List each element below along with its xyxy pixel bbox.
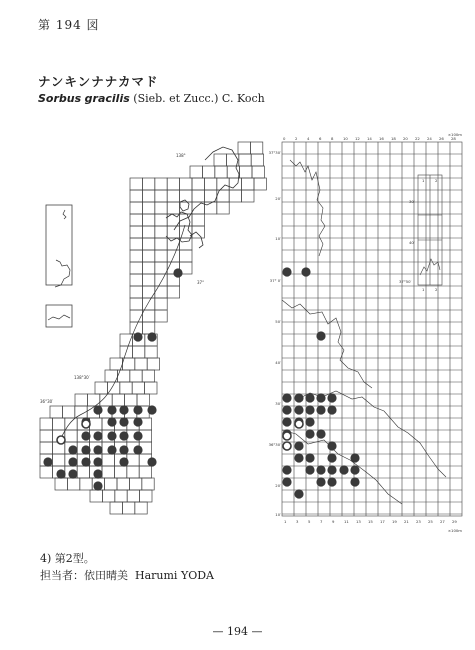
inset-altitude-labels	[399, 178, 438, 292]
filled-occurrence-dot	[282, 477, 291, 486]
open-occurrence-dot	[57, 436, 65, 444]
left-grid-cell	[229, 178, 241, 190]
left-grid-cell	[155, 178, 167, 190]
open-occurrence-dot	[295, 420, 303, 428]
left-grid-cell	[130, 310, 142, 322]
filled-occurrence-dot	[133, 417, 142, 426]
left-grid-cell	[130, 262, 142, 274]
filled-occurrence-dot	[305, 405, 314, 414]
left-map-label-138-30: 138°30′	[74, 375, 90, 380]
latitude-label: 30′	[275, 401, 281, 406]
filled-occurrence-dot	[294, 453, 303, 462]
inset-label-top-2: 2	[435, 178, 438, 183]
left-grid-cell	[40, 418, 52, 430]
latitude-label: 36°30′	[268, 442, 281, 447]
top-axis-tick-label: 22	[415, 136, 420, 141]
author-label: 担当者：依田晴美	[40, 569, 128, 582]
bottom-axis-tick-label: 29	[452, 519, 457, 524]
filled-occurrence-dot	[133, 405, 142, 414]
filled-occurrence-dot	[119, 405, 128, 414]
top-axis-tick-label: 18	[391, 136, 396, 141]
filled-occurrence-dot	[147, 332, 156, 341]
left-grid-cell	[130, 178, 142, 190]
filled-occurrence-dot	[119, 457, 128, 466]
left-grid-cell	[140, 490, 152, 502]
left-grid-cell	[155, 286, 167, 298]
filled-occurrence-dot	[119, 445, 128, 454]
left-grid-cell	[204, 178, 216, 190]
latitude-label: 10′	[275, 236, 281, 241]
left-grid-cell	[142, 190, 154, 202]
left-grid-cell	[50, 406, 62, 418]
bottom-axis-tick-label: 1	[284, 519, 287, 524]
left-grid-cell	[142, 250, 154, 262]
filled-occurrence-dot	[305, 453, 314, 462]
left-grid-cell	[142, 298, 154, 310]
left-grid-cell	[127, 490, 139, 502]
top-axis-tick-label: 8	[331, 136, 334, 141]
left-grid-cell	[40, 466, 52, 478]
left-grid-cell	[145, 346, 157, 358]
filled-occurrence-dot	[294, 489, 303, 498]
inset-label-bottom-1: 1	[422, 287, 425, 292]
left-grid-cell	[155, 190, 167, 202]
open-occurrence-dot	[283, 442, 291, 450]
left-grid-cell	[105, 478, 117, 490]
left-grid-cell	[167, 202, 179, 214]
inset-label-30: 30′	[409, 199, 415, 204]
filled-occurrence-dot	[93, 431, 102, 440]
left-grid-cell	[114, 466, 126, 478]
left-map-label-36-30: 36°30′	[40, 399, 54, 404]
filled-occurrence-dot	[107, 405, 116, 414]
latitude-label: 37°30′	[268, 150, 281, 155]
left-map-label-37: 37°	[197, 280, 205, 285]
left-grid-cell	[142, 310, 154, 322]
left-grid-cell	[217, 202, 229, 214]
left-grid-cell	[137, 394, 149, 406]
filled-occurrence-dot	[305, 393, 314, 402]
left-grid-cell	[155, 250, 167, 262]
type-note: 4) 第2型。	[40, 552, 95, 565]
bottom-scale-label: ×100m	[447, 528, 462, 533]
left-grid-cell	[239, 154, 251, 166]
left-grid-cell	[254, 178, 266, 190]
open-occurrence-dot	[283, 432, 291, 440]
top-axis-tick-label: 0	[283, 136, 286, 141]
left-grid-cell	[130, 274, 142, 286]
left-grid-cell	[190, 166, 202, 178]
left-grid-cell	[251, 154, 263, 166]
filled-occurrence-dot	[316, 465, 325, 474]
left-grid-cell	[142, 262, 154, 274]
left-grid-cell	[135, 358, 147, 370]
left-grid-cell	[240, 166, 252, 178]
latitude-label: 40′	[275, 360, 281, 365]
filled-occurrence-dot	[133, 332, 142, 341]
left-grid-cell	[127, 454, 139, 466]
left-grid-cell	[130, 238, 142, 250]
left-grid-cell	[129, 478, 141, 490]
left-grid-cell	[155, 310, 167, 322]
inset-label-40: 40′	[409, 240, 415, 245]
left-grid-cell	[167, 286, 179, 298]
latitude-label: 50′	[275, 319, 281, 324]
filled-occurrence-dot	[68, 469, 77, 478]
bottom-axis-tick-label: 17	[380, 519, 385, 524]
left-grid-cell	[127, 466, 139, 478]
page-number: — 194 —	[212, 625, 263, 638]
left-grid-cell	[167, 190, 179, 202]
left-grid-cell	[90, 490, 102, 502]
bottom-axis-tick-label: 21	[404, 519, 409, 524]
left-grid-cell	[167, 250, 179, 262]
top-axis-tick-label: 12	[355, 136, 360, 141]
left-grid-cell	[77, 466, 89, 478]
inset-locator-map	[46, 205, 72, 327]
filled-occurrence-dot	[316, 405, 325, 414]
bottom-axis-tick-label: 15	[368, 519, 373, 524]
right-profile-curves	[282, 160, 446, 504]
left-grid-cell	[214, 154, 226, 166]
left-grid-cell	[155, 298, 167, 310]
filled-occurrence-dot	[350, 477, 359, 486]
left-grid-cell	[142, 238, 154, 250]
left-grid-cell	[115, 490, 127, 502]
left-grid-cell	[62, 406, 74, 418]
filled-occurrence-dot	[81, 457, 90, 466]
filled-occurrence-dot	[339, 465, 348, 474]
open-occurrence-dot	[82, 420, 90, 428]
left-grid-cell	[102, 490, 114, 502]
filled-occurrence-dot	[147, 457, 156, 466]
left-grid-cell	[95, 382, 107, 394]
inset-label-top-1: 1	[422, 178, 425, 183]
left-grid-cell	[155, 274, 167, 286]
filled-occurrence-dot	[327, 453, 336, 462]
filled-occurrence-dot	[107, 445, 116, 454]
left-grid-cell	[122, 358, 134, 370]
filled-occurrence-dot	[107, 431, 116, 440]
left-grid-cell	[142, 178, 154, 190]
filled-occurrence-dot	[133, 445, 142, 454]
left-grid-cell	[120, 382, 132, 394]
left-grid-cell	[130, 202, 142, 214]
filled-occurrence-dot	[147, 405, 156, 414]
filled-occurrence-dot	[282, 465, 291, 474]
left-grid-cell	[167, 226, 179, 238]
bottom-axis-tick-label: 25	[428, 519, 433, 524]
left-grid-cell	[180, 238, 192, 250]
top-axis-tick-label: 20	[403, 136, 408, 141]
filled-occurrence-dot	[81, 445, 90, 454]
left-grid-cell	[202, 166, 214, 178]
left-grid-cell	[142, 274, 154, 286]
top-axis-tick-label: 16	[379, 136, 384, 141]
left-grid-cell	[117, 478, 129, 490]
left-grid-cell	[130, 322, 142, 334]
left-grid-cell	[65, 430, 77, 442]
left-grid-cell	[242, 178, 254, 190]
filled-occurrence-dot	[173, 268, 182, 277]
filled-occurrence-dot	[316, 429, 325, 438]
filled-occurrence-dot	[350, 465, 359, 474]
left-grid-cell	[192, 214, 204, 226]
top-axis-tick-label: 26	[439, 136, 444, 141]
left-grid-cell	[217, 178, 229, 190]
left-grid-cell	[155, 238, 167, 250]
top-scale-label: ×100m	[447, 132, 462, 137]
left-grid-cell	[130, 214, 142, 226]
filled-occurrence-dot	[316, 477, 325, 486]
left-grid-cell	[250, 142, 262, 154]
latitude-label: 10′	[275, 512, 281, 517]
bottom-axis-tick-label: 23	[416, 519, 421, 524]
filled-occurrence-dot	[327, 405, 336, 414]
filled-occurrence-dot	[282, 417, 291, 426]
left-grid-cell	[229, 190, 241, 202]
left-grid-cell	[135, 502, 147, 514]
left-grid-cell	[130, 286, 142, 298]
top-axis-tick-label: 28	[451, 136, 456, 141]
left-grid-cell	[142, 226, 154, 238]
left-grid-cell	[215, 166, 227, 178]
left-grid-cell	[110, 502, 122, 514]
top-axis-tick-label: 4	[307, 136, 310, 141]
filled-occurrence-dot	[294, 405, 303, 414]
left-grid-cell	[252, 166, 264, 178]
filled-occurrence-dot	[119, 431, 128, 440]
filled-occurrence-dot	[93, 445, 102, 454]
bottom-axis-tick-label: 19	[392, 519, 397, 524]
filled-occurrence-dot	[119, 417, 128, 426]
left-grid-cell	[52, 454, 64, 466]
filled-occurrence-dot	[93, 469, 102, 478]
inset-altitude-box	[418, 175, 442, 285]
bottom-axis-tick-label: 27	[440, 519, 445, 524]
filled-occurrence-dot	[305, 429, 314, 438]
left-grid-cell	[102, 454, 114, 466]
left-grid-cell	[112, 394, 124, 406]
left-grid-cell	[142, 286, 154, 298]
left-grid-cell	[155, 262, 167, 274]
left-grid-cell	[204, 202, 216, 214]
left-grid-cell	[142, 370, 154, 382]
left-grid-cell	[105, 370, 117, 382]
left-grid-cell	[125, 394, 137, 406]
left-grid-cell	[155, 214, 167, 226]
left-grid-cell	[130, 226, 142, 238]
left-grid-cell	[67, 478, 79, 490]
filled-occurrence-dot	[305, 417, 314, 426]
filled-occurrence-dot	[350, 453, 359, 462]
filled-occurrence-dot	[316, 331, 325, 340]
top-axis-tick-label: 2	[295, 136, 298, 141]
left-map-occurrence-dots	[43, 268, 182, 490]
left-map-label-138: 138°	[176, 153, 186, 158]
filled-occurrence-dot	[68, 457, 77, 466]
author-romaji: Harumi YODA	[135, 569, 214, 582]
filled-occurrence-dot	[133, 431, 142, 440]
left-grid-cell	[192, 190, 204, 202]
filled-occurrence-dot	[327, 441, 336, 450]
filled-occurrence-dot	[93, 481, 102, 490]
top-axis-tick-label: 24	[427, 136, 432, 141]
left-grid-cell	[130, 190, 142, 202]
top-axis-tick-label: 10	[343, 136, 348, 141]
left-grid-cell	[132, 382, 144, 394]
left-grid-cell	[130, 370, 142, 382]
filled-occurrence-dot	[68, 445, 77, 454]
left-grid-cell	[142, 202, 154, 214]
bottom-axis-tick-label: 11	[344, 519, 349, 524]
left-grid-cell	[90, 418, 102, 430]
left-grid-cell	[130, 298, 142, 310]
filled-occurrence-dot	[301, 267, 310, 276]
filled-occurrence-dot	[282, 393, 291, 402]
left-grid-cell	[142, 214, 154, 226]
filled-occurrence-dot	[294, 393, 303, 402]
filled-occurrence-dot	[316, 393, 325, 402]
left-grid-cell	[52, 418, 64, 430]
filled-occurrence-dot	[93, 457, 102, 466]
left-grid-cell	[238, 142, 250, 154]
left-grid-cell	[80, 478, 92, 490]
left-grid-cell	[147, 358, 159, 370]
latitude-label: 20′	[275, 196, 281, 201]
filled-occurrence-dot	[282, 267, 291, 276]
left-grid-cell	[55, 478, 67, 490]
author-credit	[40, 567, 214, 583]
filled-occurrence-dot	[305, 465, 314, 474]
left-grid-cell	[242, 190, 254, 202]
filled-occurrence-dot	[107, 417, 116, 426]
left-grid-cell	[155, 226, 167, 238]
left-grid-cell	[132, 346, 144, 358]
filled-occurrence-dot	[327, 465, 336, 474]
filled-occurrence-dot	[282, 405, 291, 414]
species-genus: Sorbus	[38, 92, 82, 105]
filled-occurrence-dot	[81, 431, 90, 440]
bottom-axis-tick-label: 13	[356, 519, 361, 524]
left-grid-cell	[139, 466, 151, 478]
top-axis-tick-label: 6	[319, 136, 322, 141]
filled-occurrence-dot	[327, 477, 336, 486]
figure-number: 第 194 図	[38, 18, 100, 32]
left-grid-cell	[145, 382, 157, 394]
inset-label-37-50: 37°50′	[399, 279, 412, 284]
left-grid-cell	[155, 202, 167, 214]
species-epithet: gracilis	[84, 92, 130, 105]
left-grid-cell	[142, 478, 154, 490]
filled-occurrence-dot	[56, 469, 65, 478]
inset-label-bottom-2: 2	[435, 287, 438, 292]
left-grid-cell	[180, 190, 192, 202]
left-grid-cell	[122, 502, 134, 514]
latitude-label: 20′	[275, 483, 281, 488]
filled-occurrence-dot	[93, 405, 102, 414]
latitude-label: 37° 0′	[269, 278, 281, 283]
left-map-coastline	[166, 147, 239, 248]
left-grid-cell	[192, 178, 204, 190]
bottom-axis-tick-label: 5	[308, 519, 311, 524]
right-grid-labels	[269, 132, 463, 533]
left-grid-cell	[130, 250, 142, 262]
bottom-axis-tick-label: 3	[296, 519, 299, 524]
bottom-axis-tick-label: 7	[320, 519, 323, 524]
left-grid-cell	[40, 430, 52, 442]
left-grid-cell	[167, 178, 179, 190]
filled-occurrence-dot	[294, 441, 303, 450]
top-axis-tick-label: 14	[367, 136, 372, 141]
filled-occurrence-dot	[43, 457, 52, 466]
filled-occurrence-dot	[327, 393, 336, 402]
left-grid-cell	[102, 466, 114, 478]
left-grid-cell	[40, 442, 52, 454]
species-authority: (Sieb. et Zucc.) C. Koch	[133, 92, 265, 105]
species-japanese-name: ナンキンナナカマド	[38, 74, 159, 89]
left-grid-cell	[142, 322, 154, 334]
left-grid-cell	[180, 178, 192, 190]
left-grid-cell	[180, 250, 192, 262]
left-grid-cell	[192, 226, 204, 238]
bottom-axis-tick-label: 9	[332, 519, 335, 524]
left-grid-cell	[75, 394, 87, 406]
